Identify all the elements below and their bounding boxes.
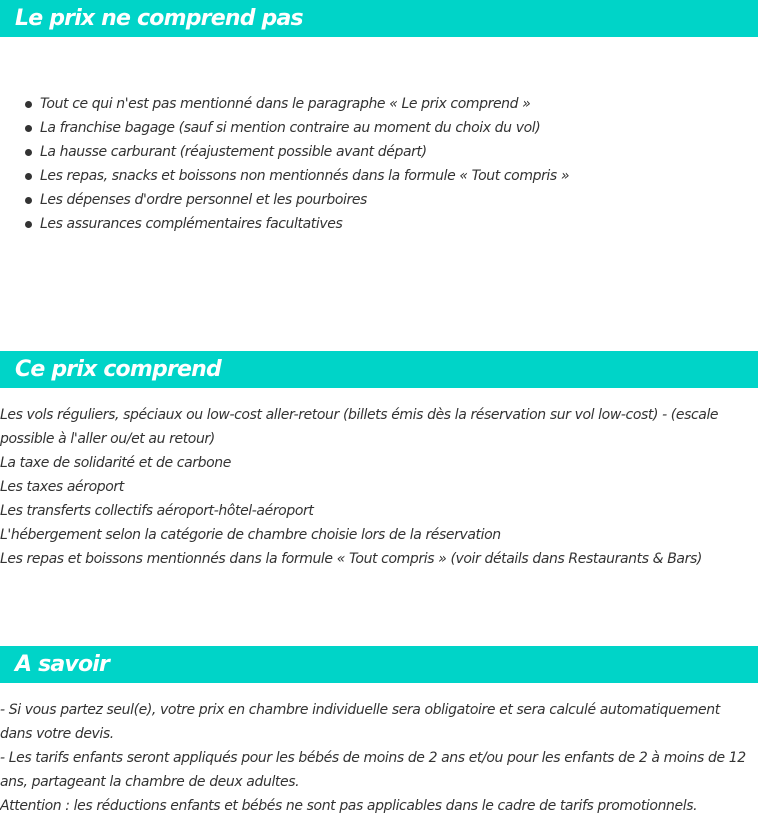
list-item-text: Tout ce qui n'est pas mentionné dans le paragraphe « Le prix comprend » bbox=[40, 96, 531, 112]
section-header-included bbox=[0, 351, 758, 388]
list-item bbox=[0, 188, 758, 212]
bullet-icon bbox=[25, 197, 32, 204]
included-item: Les vols réguliers, spéciaux ou low-cost aller-retour (billets émis dès la réservation sur vol low-cost) - (escale possible à l'aller ou/et au retour) bbox=[0, 407, 719, 447]
section-title-included: Ce prix comprend bbox=[15, 357, 221, 382]
list-item bbox=[0, 140, 758, 164]
bullet-icon bbox=[25, 125, 32, 132]
list-item bbox=[0, 116, 758, 140]
info-text bbox=[0, 698, 752, 818]
included-item: L'hébergement selon la catégorie de chambre choisie lors de la réservation bbox=[0, 527, 501, 543]
bullet-icon bbox=[25, 173, 32, 180]
included-item: Les taxes aéroport bbox=[0, 479, 124, 495]
bullet-icon bbox=[25, 149, 32, 156]
list-item-text: La hausse carburant (réajustement possible avant départ) bbox=[40, 144, 427, 160]
bullet-icon bbox=[25, 101, 32, 108]
included-item: Les transferts collectifs aéroport-hôtel-aéroport bbox=[0, 503, 314, 519]
bullet-icon bbox=[25, 221, 32, 228]
list-item bbox=[0, 212, 758, 236]
included-item: Les repas et boissons mentionnés dans la formule « Tout compris » (voir détails dans Restaurants & Bars) bbox=[0, 551, 702, 567]
section-title-info: A savoir bbox=[15, 652, 110, 677]
list-item-text: La franchise bagage (sauf si mention contraire au moment du choix du vol) bbox=[40, 120, 541, 136]
list-item-text: Les repas, snacks et boissons non mentionnés dans la formule « Tout compris » bbox=[40, 168, 570, 184]
included-list bbox=[0, 403, 752, 571]
section-title-excluded: Le prix ne comprend pas bbox=[15, 6, 303, 31]
info-paragraph: Attention : les réductions enfants et bébés ne sont pas applicables dans le cadre de tarifs promotionnels. bbox=[0, 798, 698, 814]
info-paragraph: - Si vous partez seul(e), votre prix en chambre individuelle sera obligatoire et sera calculé automatiquement dans votre devis. bbox=[0, 702, 720, 742]
list-item bbox=[0, 92, 758, 116]
info-paragraph: - Les tarifs enfants seront appliqués pour les bébés de moins de 2 ans et/ou pour les enfants de 2 à moins de 12 ans, partageant la chambre de deux adultes. bbox=[0, 750, 746, 790]
excluded-list bbox=[0, 92, 758, 236]
list-item-text: Les assurances complémentaires facultatives bbox=[40, 216, 343, 232]
list-item bbox=[0, 164, 758, 188]
included-item: La taxe de solidarité et de carbone bbox=[0, 455, 231, 471]
section-header-info bbox=[0, 646, 758, 683]
list-item-text: Les dépenses d'ordre personnel et les pourboires bbox=[40, 192, 367, 208]
section-header-excluded bbox=[0, 0, 758, 37]
